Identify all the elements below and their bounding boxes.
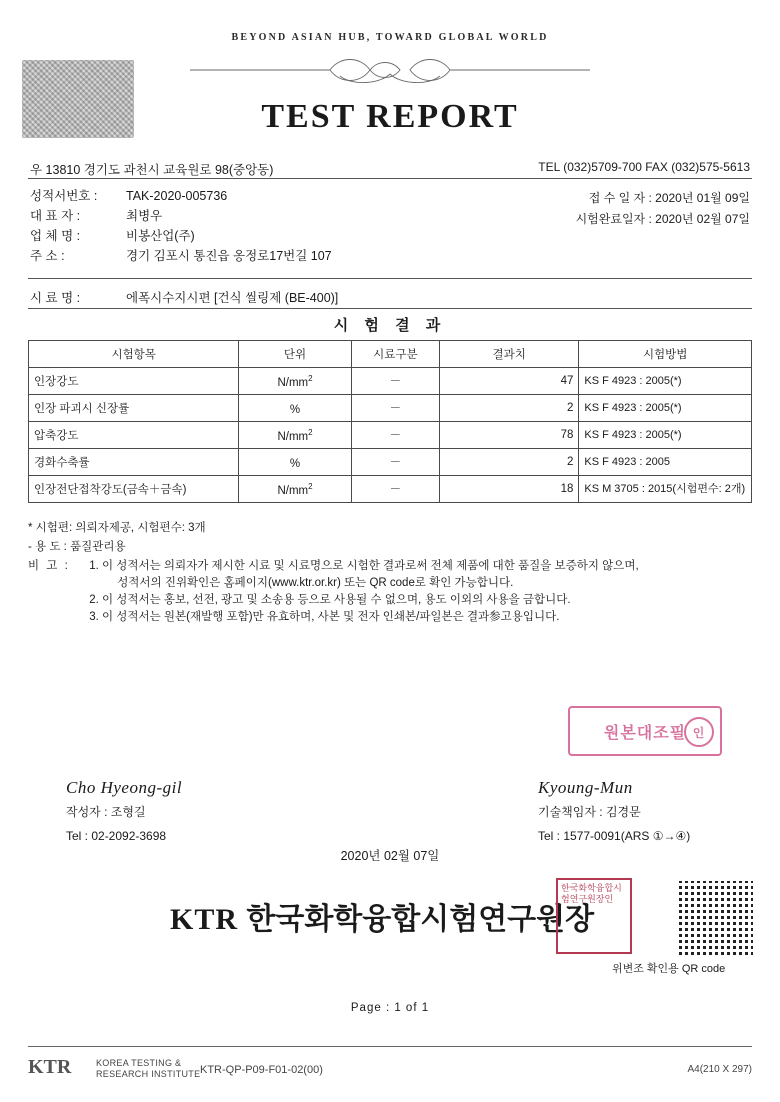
table-row (29, 449, 752, 476)
cell-unit-sup: 2 (308, 373, 313, 383)
office-address: 우 13810 경기도 과천시 교육원로 98(중앙동) (30, 163, 274, 177)
report-meta (30, 186, 332, 266)
remark-item: 2. 이 성적서는 홍보, 선전, 광고 및 소송용 등으로 사용될 수 없으며, 용도 이외의 사용을 금합니다. (89, 594, 571, 606)
cell-unit-sup: 2 (308, 481, 313, 491)
cell-item: 인장강도 (29, 368, 239, 395)
footer-org-line2: RESEARCH INSTITUTE (96, 1069, 201, 1079)
representative-label: 대 표 자 : (30, 209, 81, 223)
cell-method: KS F 4923 : 2005 (579, 449, 752, 476)
footer-divider (28, 1046, 752, 1047)
cell-method: KS M 3705 : 2015(시험편수: 2개) (579, 476, 752, 503)
manager-signature: Kyoung-Mun (538, 778, 633, 797)
col-division: 시료구분 (351, 341, 439, 368)
table-row (29, 395, 752, 422)
representative-value: 최병우 (126, 209, 163, 223)
divider-middle (28, 278, 752, 279)
table-header-row (29, 341, 752, 368)
cell-method: KS F 4923 : 2005(*) (579, 395, 752, 422)
divider-top (28, 178, 752, 179)
cell-value: 47 (440, 368, 579, 395)
footer-org-line1: KOREA TESTING & (96, 1058, 182, 1068)
cell-value: 2 (440, 449, 579, 476)
table-row (29, 476, 752, 503)
verification-stamp (568, 706, 722, 756)
col-value: 결과치 (440, 341, 579, 368)
note-usage: - 용 도 : 품질관리용 (28, 541, 126, 553)
table-row (29, 422, 752, 449)
company-address-label: 주 소 : (30, 249, 65, 263)
cell-unit-text: N/mm (277, 484, 309, 497)
cell-value: 78 (440, 422, 579, 449)
technical-manager-signature-block (538, 776, 690, 848)
cell-item: 압축강도 (29, 422, 239, 449)
cell-item: 인장 파괴시 신장률 (29, 395, 239, 422)
cell-division: － (351, 476, 439, 503)
manager-tel: Tel : 1577-0091(ARS ①→④) (538, 829, 691, 843)
completed-date-label: 시험완료일자 : (575, 212, 652, 226)
cell-unit-text: % (289, 403, 301, 416)
page-number: Page : 1 of 1 (350, 1002, 430, 1014)
ktr-wordmark: KTR (170, 903, 239, 936)
company-value: 비봉산업(주) (126, 229, 195, 243)
cell-unit (239, 368, 351, 395)
results-heading: 시 험 결 과 (333, 317, 447, 334)
col-unit: 단위 (239, 341, 351, 368)
issuer-line (170, 894, 594, 938)
company-address-value: 경기 김포시 통진읍 옹정로17번길 107 (126, 249, 332, 263)
cell-unit-text: N/mm (277, 430, 309, 443)
footer-paper-size: A4(210 X 297) (687, 1064, 752, 1075)
issuer-name: 한국화학융합시험연구원장 (246, 903, 595, 936)
col-item: 시험항목 (29, 341, 239, 368)
manager-role: 기술책임자 : 김경문 (538, 805, 641, 819)
notes-block (28, 520, 752, 626)
preparer-signature: Cho Hyeong-gil (66, 778, 183, 797)
qr-caption: 위변조 확인용 QR code (612, 963, 726, 975)
results-table (28, 340, 752, 503)
footer-organization (96, 1058, 200, 1080)
report-no-label: 성적서번호 : (30, 189, 98, 203)
remark-item: 1. 이 성적서는 의뢰자가 제시한 시료 및 시료명으로 시험한 결과로써 전체 제품에 대한 품질을 보증하지 않으며, (89, 560, 639, 572)
remark-label: 비 고 : (28, 560, 70, 572)
page-title: TEST REPORT (261, 98, 519, 135)
cell-unit-text: % (289, 457, 301, 470)
sample-label: 시 료 명 : (30, 291, 81, 305)
stamp-text: 원본대조필 (603, 724, 687, 742)
date-block (576, 188, 750, 230)
footer-logo: KTR (28, 1056, 72, 1078)
preparer-signature-block (66, 776, 182, 848)
cell-division: － (351, 449, 439, 476)
remark-list (89, 558, 729, 626)
stamp-seal-mark: 인 (684, 717, 714, 747)
cell-unit (239, 449, 351, 476)
preparer-role: 작성자 : 조형길 (66, 805, 146, 819)
official-seal: 한국화학융합시험연구원장인 (556, 878, 632, 954)
sample-value: 에폭시수지시편 [건식 씰링제 (BE-400)] (126, 291, 339, 305)
qr-code[interactable] (676, 878, 756, 958)
received-date-value: 2020년 01월 09일 (655, 191, 750, 205)
header-tagline: BEYOND ASIAN HUB, TOWARD GLOBAL WORLD (231, 32, 549, 43)
cell-item: 경화수축률 (29, 449, 239, 476)
table-row (29, 368, 752, 395)
footer-document-code: KTR-QP-P09-F01-02(00) (200, 1064, 323, 1076)
cell-value: 18 (440, 476, 579, 503)
cell-unit (239, 395, 351, 422)
cell-unit-sup: 2 (308, 427, 313, 437)
note-test-piece: * 시험편: 의뢰자제공, 시험편수: 3개 (28, 522, 206, 534)
completed-date-value: 2020년 02월 07일 (655, 212, 750, 226)
remark-item: 3. 이 성적서는 원본(재발행 포함)만 유효하며, 사본 및 전자 인쇄본/파일본은 결과参고용입니다. (89, 611, 560, 623)
cell-method: KS F 4923 : 2005(*) (579, 368, 752, 395)
remark-item: 성적서의 진위확인은 홈페이지(www.ktr.or.kr) 또는 QR code로 확인 가능합니다. (117, 577, 514, 589)
cell-unit (239, 476, 351, 503)
cell-division: － (351, 368, 439, 395)
cell-item: 인장전단접착강도(금속＋금속) (29, 476, 239, 503)
cell-division: － (351, 395, 439, 422)
issue-date: 2020년 02월 07일 (340, 849, 440, 863)
cell-division: － (351, 422, 439, 449)
company-label: 업 체 명 : (30, 229, 81, 243)
received-date-label: 접 수 일 자 : (588, 191, 652, 205)
cell-unit-text: N/mm (277, 376, 309, 389)
cell-unit (239, 422, 351, 449)
col-method: 시험방법 (579, 341, 752, 368)
preparer-tel: Tel : 02-2092-3698 (66, 829, 167, 843)
sample-name-row (30, 288, 338, 306)
contact-info: TEL (032)5709-700 FAX (032)575-5613 (538, 160, 750, 174)
cell-method: KS F 4923 : 2005(*) (579, 422, 752, 449)
report-no-value: TAK-2020-005736 (126, 189, 228, 203)
divider-results (28, 308, 752, 309)
cell-value: 2 (440, 395, 579, 422)
